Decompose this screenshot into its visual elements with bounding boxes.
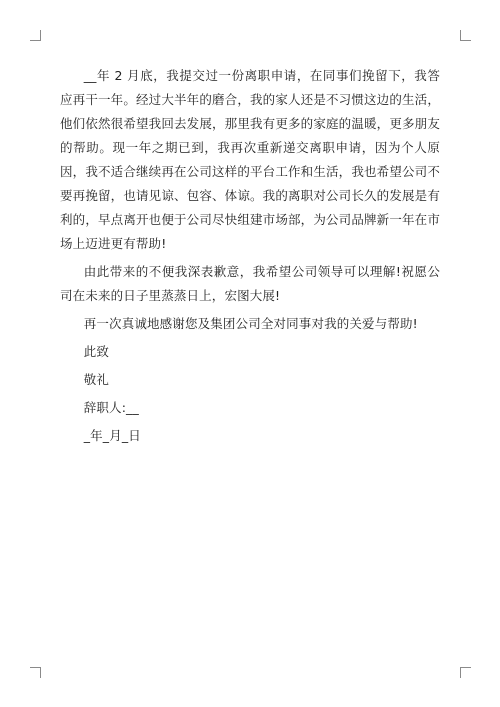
paragraph-resignation-reason: __年 2 月底，我提交过一份离职申请，在同事们挽留下，我答应再干一年。经过大半年的磨合，我的家人还是不习惯这边的生活，他们依然很希望我回去发展，那里我有更多的家庭的温暖，更多朋友的帮助。现一年之期已到，我再次重新递交离职申请，因为个人原因，我不适合继续再在公司这样的平台工作和生活，我也希望公司不要再挽留，也请见谅、包容、体谅。我的离职对公司长久的发展是有利的，早点离开也便于公司尽快组建市场部，为公司品牌新一年在市场上迈进更有帮助! [60, 68, 440, 251]
crop-mark-top-left [30, 30, 41, 41]
signature-line: 辞职人:__ [83, 400, 139, 415]
closing-regards: 敬礼 [83, 372, 110, 387]
paragraph-apology: 由此带来的不便我深表歉意，我希望公司领导可以理解!祝愿公司在未来的日子里蒸蒸日上，宏图大展! [60, 264, 440, 303]
date-line: _年_月_日 [83, 428, 141, 443]
crop-mark-bottom-right [460, 667, 471, 678]
closing-salutation: 此致 [83, 344, 110, 359]
crop-mark-bottom-left [30, 667, 41, 678]
letter-body [60, 64, 440, 452]
paragraph-thanks: 再一次真诚地感谢您及集团公司全对同事对我的关爱与帮助! [83, 316, 418, 331]
crop-mark-top-right [460, 30, 471, 41]
